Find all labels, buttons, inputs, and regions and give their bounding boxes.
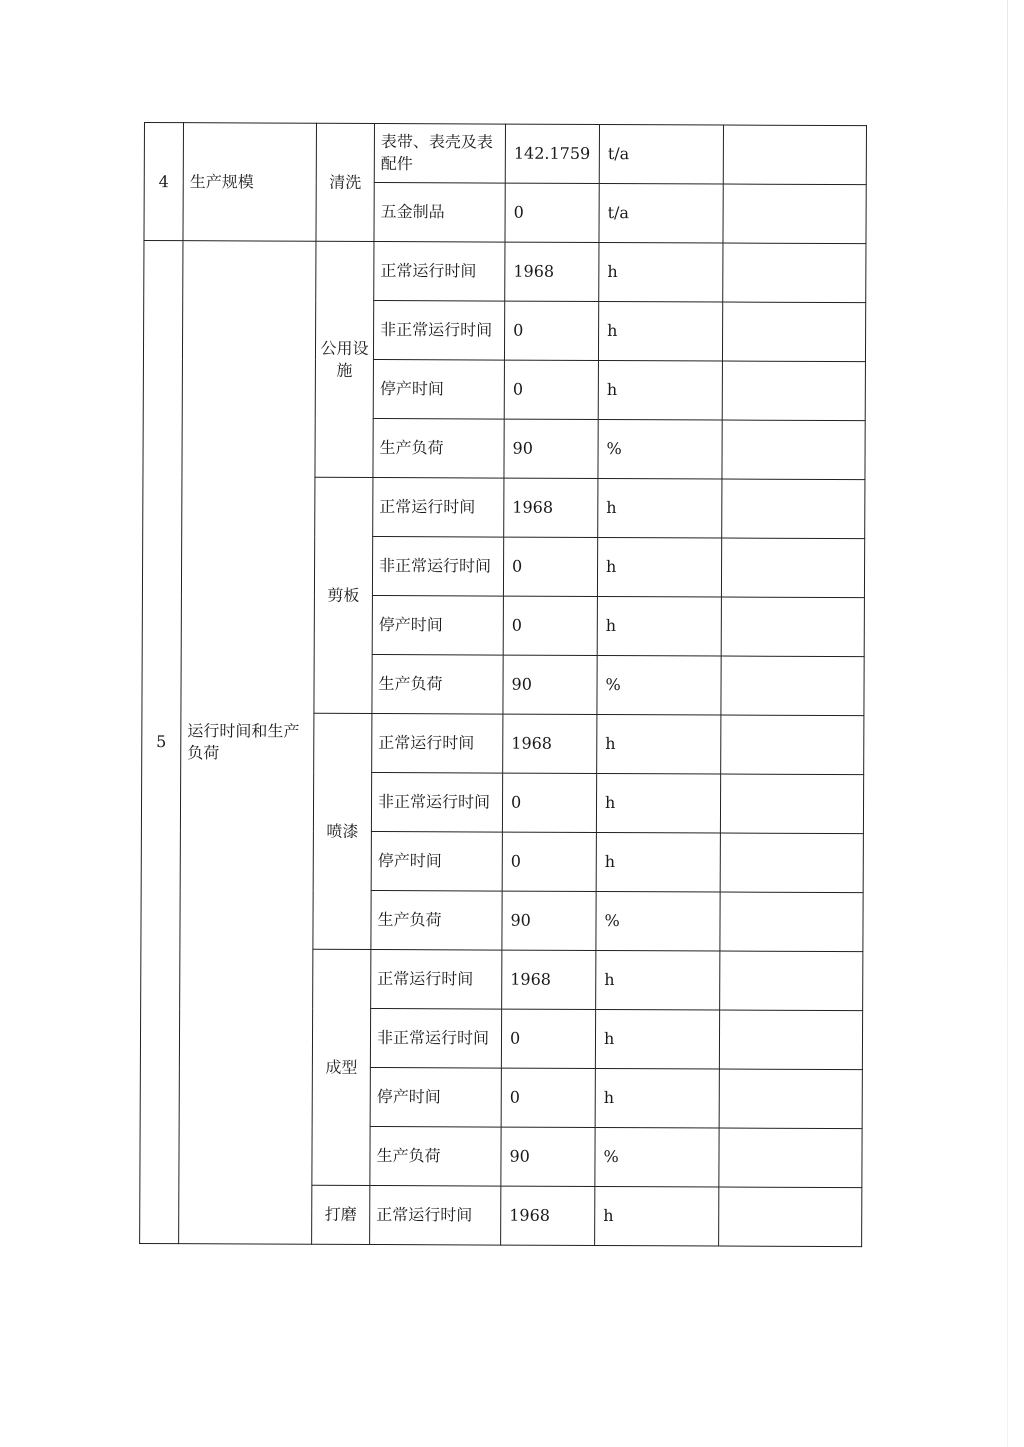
- item-value: 0: [505, 183, 599, 242]
- process-cell: 成型: [312, 949, 371, 1185]
- table-row: [144, 241, 866, 303]
- item-note: [723, 184, 866, 244]
- process-cell: 喷漆: [313, 713, 372, 949]
- item-value: 0: [501, 1068, 595, 1127]
- item-note: [723, 125, 866, 185]
- item-label: 正常运行时间: [373, 478, 504, 538]
- item-unit: h: [595, 1009, 719, 1069]
- item-label: 非正常运行时间: [370, 1008, 501, 1068]
- table-row: [144, 123, 866, 185]
- item-note: [720, 833, 863, 893]
- item-note: [721, 656, 864, 716]
- item-unit: h: [598, 360, 722, 420]
- row-number: 4: [144, 123, 184, 241]
- item-label: 生产负荷: [370, 1126, 501, 1186]
- item-value: 0: [503, 537, 597, 596]
- item-label: 生产负荷: [371, 890, 502, 950]
- category-cell: 生产规模: [183, 123, 317, 242]
- item-label: 停产时间: [372, 596, 503, 656]
- item-value: 90: [504, 419, 598, 478]
- item-unit: %: [596, 891, 720, 951]
- item-unit: h: [596, 832, 720, 892]
- item-label: 停产时间: [370, 1067, 501, 1127]
- data-table-container: [139, 122, 866, 1247]
- item-unit: h: [598, 301, 722, 361]
- item-label: 停产时间: [373, 360, 504, 420]
- item-note: [721, 538, 864, 598]
- item-note: [721, 597, 864, 657]
- item-unit: h: [596, 773, 720, 833]
- process-cell: 清洗: [316, 123, 375, 241]
- item-unit: h: [597, 714, 721, 774]
- item-unit: h: [597, 537, 721, 597]
- item-label: 表带、表壳及表配件: [374, 124, 505, 184]
- item-value: 1968: [501, 1186, 595, 1245]
- item-unit: t/a: [599, 183, 723, 243]
- item-note: [722, 302, 865, 362]
- item-note: [720, 892, 863, 952]
- item-unit: t/a: [599, 124, 723, 184]
- item-label: 非正常运行时间: [372, 537, 503, 597]
- item-value: 0: [504, 360, 598, 419]
- data-table: [139, 122, 867, 1247]
- process-cell: 打磨: [312, 1185, 370, 1244]
- item-note: [720, 951, 863, 1011]
- item-value: 0: [502, 832, 596, 891]
- item-value: 1968: [505, 242, 599, 301]
- item-unit: h: [598, 478, 722, 538]
- item-label: 停产时间: [371, 831, 502, 891]
- item-value: 142.1759: [505, 124, 599, 183]
- item-label: 正常运行时间: [372, 714, 503, 774]
- item-label: 非正常运行时间: [371, 772, 502, 832]
- item-value: 0: [503, 596, 597, 655]
- item-unit: %: [595, 1127, 719, 1187]
- item-label: 生产负荷: [373, 419, 504, 479]
- item-label: 正常运行时间: [371, 949, 502, 1009]
- item-unit: %: [598, 419, 722, 479]
- process-cell: 公用设施: [315, 241, 374, 477]
- item-label: 五金制品: [374, 183, 505, 243]
- item-unit: h: [595, 1186, 719, 1246]
- item-unit: h: [595, 1068, 719, 1128]
- category-cell: 运行时间和生产负荷: [179, 241, 316, 1245]
- item-value: 0: [501, 1009, 595, 1068]
- item-note: [719, 1128, 862, 1188]
- item-note: [719, 1187, 862, 1247]
- item-value: 0: [502, 773, 596, 832]
- item-label: 正常运行时间: [370, 1185, 501, 1245]
- row-number: 5: [140, 241, 183, 1244]
- item-value: 1968: [504, 478, 598, 537]
- item-unit: h: [596, 950, 720, 1010]
- item-note: [723, 243, 866, 303]
- item-label: 生产负荷: [372, 655, 503, 715]
- item-label: 正常运行时间: [374, 242, 505, 302]
- scan-edge-line: [1007, 0, 1008, 1447]
- item-value: 90: [501, 1127, 595, 1186]
- item-value: 90: [502, 891, 596, 950]
- item-unit: %: [597, 655, 721, 715]
- item-note: [722, 420, 865, 480]
- item-label: 非正常运行时间: [373, 301, 504, 361]
- process-cell: 剪板: [314, 477, 373, 713]
- item-note: [722, 479, 865, 539]
- item-value: 1968: [502, 950, 596, 1009]
- item-unit: h: [597, 596, 721, 656]
- item-note: [722, 361, 865, 421]
- item-note: [721, 715, 864, 775]
- item-value: 1968: [503, 714, 597, 773]
- item-note: [719, 1069, 862, 1129]
- item-value: 0: [504, 301, 598, 360]
- item-note: [719, 1010, 862, 1070]
- item-note: [720, 774, 863, 834]
- item-value: 90: [503, 655, 597, 714]
- item-unit: h: [599, 242, 723, 302]
